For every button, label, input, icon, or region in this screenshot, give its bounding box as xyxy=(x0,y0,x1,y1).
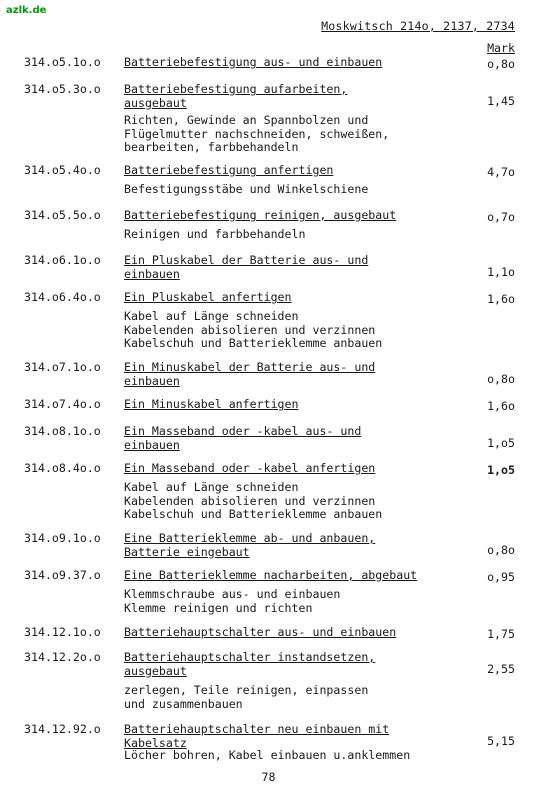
operation-code: 314.o5.3o.o xyxy=(24,82,101,96)
watermark-logo: azlk.de xyxy=(6,5,47,16)
operation-price: 1,6o xyxy=(487,399,515,413)
operation-code: 314.12.1o.o xyxy=(24,625,101,639)
operation-code: 314.12.2o.o xyxy=(24,650,101,664)
operation-price: 1,75 xyxy=(487,627,515,641)
price-unit-label: Mark xyxy=(487,41,515,55)
operation-title: Ein Pluskabel der Batterie aus- und einbauen xyxy=(124,253,369,281)
operation-code: 314.o7.1o.o xyxy=(24,360,101,374)
page-number: 78 xyxy=(261,770,276,784)
operation-title: Ein Masseband oder -kabel aus- und einbauen xyxy=(124,424,362,452)
page-header: Moskwitsch 214o, 2137, 2734 xyxy=(321,19,515,33)
operation-details: Klemmschraube aus- und einbauen Klemme reinigen und richten xyxy=(124,587,341,615)
operation-code: 314.o8.1o.o xyxy=(24,424,101,438)
operation-title: Eine Batterieklemme nacharbeiten, abgebaut xyxy=(124,568,418,582)
operation-title: Batteriebefestigung aufarbeiten, ausgebaut xyxy=(124,82,348,110)
operation-code: 314.o5.1o.o xyxy=(24,55,101,69)
operation-title: Eine Batterieklemme ab- und anbauen, Batterie eingebaut xyxy=(124,531,376,559)
operation-code: 314.o6.4o.o xyxy=(24,290,101,304)
operation-code: 314.o8.4o.o xyxy=(24,461,101,475)
operation-title: Batteriehauptschalter aus- und einbauen xyxy=(124,625,397,639)
operation-price: 1,1o xyxy=(487,265,515,279)
operation-details: Richten, Gewinde an Spannbolzen und Flügelmutter nachschneiden, schweißen, bearbeiten, farbbehandeln xyxy=(124,113,390,154)
operation-code: 314.o7.4o.o xyxy=(24,397,101,411)
operation-title: Batteriehauptschalter neu einbauen mit Kabelsatz xyxy=(124,722,390,750)
operation-price: o,8o xyxy=(487,543,515,557)
operation-title: Batteriebefestigung aus- und einbauen xyxy=(124,55,383,69)
operation-price: o,7o xyxy=(487,210,515,224)
operation-price: 1,45 xyxy=(487,94,515,108)
operation-title: Batteriehauptschalter instandsetzen, ausgebaut xyxy=(124,650,376,678)
operation-title: Batteriebefestigung reinigen, ausgebaut xyxy=(124,208,397,222)
operation-price: o,8o xyxy=(487,57,515,71)
operation-details: Kabel auf Länge schneiden Kabelenden abisolieren und verzinnen Kabelschuh und Batterieklemme anbauen xyxy=(124,309,383,350)
operation-price: 4,7o xyxy=(487,165,515,179)
operation-details: zerlegen, Teile reinigen, einpassen und zusammenbauen xyxy=(124,683,369,711)
operation-price: 1,o5 xyxy=(487,436,515,450)
operation-price: 2,55 xyxy=(487,662,515,676)
operation-code: 314.o6.1o.o xyxy=(24,253,101,267)
operation-code: 314.o5.4o.o xyxy=(24,163,101,177)
operation-code: 314.o9.37.o xyxy=(24,568,101,582)
operation-price: 5,15 xyxy=(487,734,515,748)
operation-code: 314.o5.5o.o xyxy=(24,208,101,222)
operation-code: 314.12.92.o xyxy=(24,722,101,736)
operation-title: Ein Minuskabel anfertigen xyxy=(124,397,299,411)
operation-details: Kabel auf Länge schneiden Kabelenden abisolieren und verzinnen Kabelschuh und Batterieklemme anbauen xyxy=(124,480,383,521)
operation-price: 1,6o xyxy=(487,292,515,306)
operation-title: Ein Masseband oder -kabel anfertigen xyxy=(124,461,376,475)
operation-title: Ein Pluskabel anfertigen xyxy=(124,290,292,304)
operation-details: Befestigungsstäbe und Winkelschiene xyxy=(124,182,369,196)
operation-title: Ein Minuskabel der Batterie aus- und einbauen xyxy=(124,360,376,388)
operation-price: o,95 xyxy=(487,570,515,584)
operation-details: Löcher bohren, Kabel einbauen u.anklemmen xyxy=(124,748,411,762)
operation-title: Batteriebefestigung anfertigen xyxy=(124,163,334,177)
operation-code: 314.o9.1o.o xyxy=(24,531,101,545)
operation-price: o,8o xyxy=(487,372,515,386)
operation-price: 1,o5 xyxy=(487,463,515,477)
operation-details: Reinigen und farbbehandeln xyxy=(124,227,306,241)
